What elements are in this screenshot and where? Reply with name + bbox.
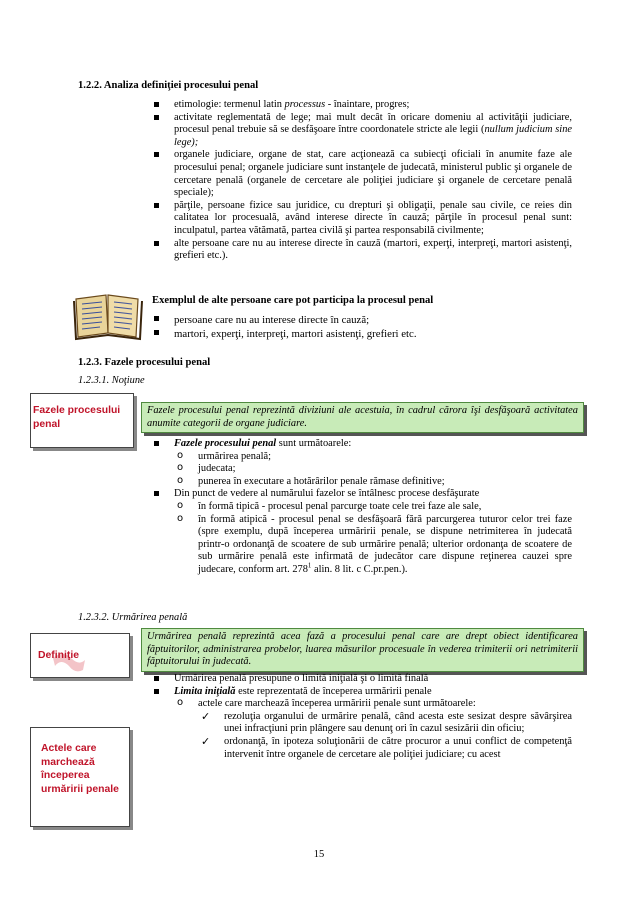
example-list <box>150 313 570 342</box>
list-item: o urmărirea penală; <box>174 451 572 464</box>
list-item: Limita iniţială este reprezentată de începerea urmăririi penale o actele care marchează începerea urmăririi penale sunt următoarele: ✓ rezoluţia organului de urmărire penală, când acesta este sesizat despre săvârşirea unei infracţiuni prin plângere sau denunţ ori în cazul sesizării din oficiu; ✓ ordonanţă, în ipoteza soluţionării de către procuror a unui conflict de competenţă intervenit între organele de cercetare ale poliţiei judiciare; cu acest <box>150 686 572 762</box>
list-item: o punerea în executare a hotărârilor penale rămase definitive; <box>174 476 572 489</box>
book-icon <box>72 287 144 341</box>
urmarire-list <box>150 673 572 761</box>
phase-sublist <box>174 451 572 489</box>
margin-label: Fazele procesului penal <box>33 405 121 430</box>
forms-sublist <box>174 501 572 577</box>
list-item: persoane care nu au interese directe în cauză; <box>150 313 570 327</box>
definition-box: Fazele procesului penal reprezintă diviziuni ale acestuia, în cadrul cărora îşi desfăşoară activitatea anumite categorii de organe judiciare. <box>141 402 584 433</box>
list-item: o în formă atipică - procesul penal se desfăşoară fără parcurgerea tuturor celor trei faze (spre exemplu, după începerea urmăririi penale, se dispune netrimiterea în judecată printr-o ordonanţă de scoatere de sub urmărire penală; ulterior ordonanţa de scoatere de sub urmărire penală este infirmată de judecător care dispune reţinerea cauzei spre judecare, conform art. $278^1$ alin. 8 lit. c C.pr.pen.). <box>174 514 572 577</box>
definition-box: Urmărirea penală reprezintă acea fază a procesului penal care are drept obiect identificarea făptuitorilor, administrarea probelor, luarea măsurilor procesuale în vederea trimiterii ori netrimiterii făptuitorului în judecată. <box>141 628 584 672</box>
acts-checklist <box>198 711 572 761</box>
list-item: ✓ ordonanţă, în ipoteza soluţionării de către procuror a unui conflict de competenţă intervenit între organele de cercetare ale poliţiei judiciare; cu acest <box>198 736 572 761</box>
page-number: 15 <box>313 849 325 860</box>
list-item: alte persoane care nu au interese directe în cauză (martori, experţi, interpreţi, martori asistenţi, grefieri etc.). <box>150 238 572 263</box>
margin-label-box <box>30 633 130 678</box>
list-item: activitate reglementată de lege; mai mult decât în oricare domeniu al activităţii judiciare, procesul penal trebuie să se desfăşoare între coordonatele stricte ale legii (nullum judicium sine lege); <box>150 112 572 150</box>
acts-sublist <box>174 698 572 761</box>
margin-label: Actele care marchează începerea urmăririi penale <box>41 743 119 795</box>
phases-list <box>150 438 572 577</box>
section-heading-1-2-3: 1.2.3. Fazele procesului penal <box>78 357 211 368</box>
list-item: Urmărirea penală presupune o limită iniţială şi o limită finală <box>150 673 572 686</box>
margin-label-box <box>30 393 134 448</box>
definition-analysis-list <box>150 99 572 263</box>
subsection-heading-urmarire: 1.2.3.2. Urmărirea penală <box>78 612 188 623</box>
list-item: părţile, persoane fizice sau juridice, cu drepturi şi obligaţii, penale sau civile, ce reies din calitatea lor procesuală, având interese directe în cauză; părţile în procesul penal sunt: inculpatul, partea vătămată, partea civilă şi partea responsabilă civilmente; <box>150 200 572 238</box>
section-heading-1-2-2: 1.2.2. Analiza definiţiei procesului penal <box>78 80 259 91</box>
list-item: Din punct de vedere al numărului fazelor se întâlnesc procese desfăşurate o în formă tipică - procesul penal parcurge toate cele trei faze ale sale, o în formă atipică - procesul penal se desfăşoară fără parcurgerea tuturor celor trei faze (spre exemplu, după începerea urmăririi penale, se dispune netrimiterea în judecată printr-o ordonanţă de scoatere de sub urmărire penală; ulterior ordonanţa de scoatere de sub urmărire penală este infirmată de judecător care dispune reţinerea cauzei spre judecare, conform art. $278^1$ alin. 8 lit. c C.pr.pen.). <box>150 488 572 576</box>
example-heading: Exemplul de alte persoane care pot participa la procesul penal <box>152 295 434 306</box>
list-item: martori, experţi, interpreţi, martori asistenţi, grefieri etc. <box>150 327 570 341</box>
list-item: o judecata; <box>174 463 572 476</box>
list-item: ✓ rezoluţia organului de urmărire penală, când acesta este sesizat despre săvârşirea unei infracţiuni prin plângere sau denunţ ori în cazul sesizării din oficiu; <box>198 711 572 736</box>
subsection-heading: 1.2.3.1. Noţiune <box>78 375 145 386</box>
list-item: Fazele procesului penal sunt următoarele: o urmărirea penală; o judecata; o punerea în executare a hotărârilor penale rămase definitive; <box>150 438 572 488</box>
margin-label: Definiţie <box>38 650 79 661</box>
list-item: etimologie: termenul latin processus - înaintare, progres; <box>150 99 572 112</box>
list-item: o în formă tipică - procesul penal parcurge toate cele trei faze ale sale, <box>174 501 572 514</box>
list-item: o actele care marchează începerea urmăririi penale sunt următoarele: ✓ rezoluţia organului de urmărire penală, când acesta este sesizat despre săvârşirea unei infracţiuni prin plângere sau denunţ ori în cazul sesizării din oficiu; ✓ ordonanţă, în ipoteza soluţionării de către procuror a unui conflict de competenţă intervenit între organele de cercetare ale poliţiei judiciare; cu acest <box>174 698 572 761</box>
margin-label-box <box>30 727 130 827</box>
list-item: organele judiciare, organe de stat, care acţionează ca subiecţi oficiali în anumite faze ale procesului penal; organele judiciare sunt instanţele de judecată, ministerul public şi organele de cercetare penală (organele de cercetare ale poliţiei judiciare şi organele de cercetare penală speciale); <box>150 149 572 199</box>
